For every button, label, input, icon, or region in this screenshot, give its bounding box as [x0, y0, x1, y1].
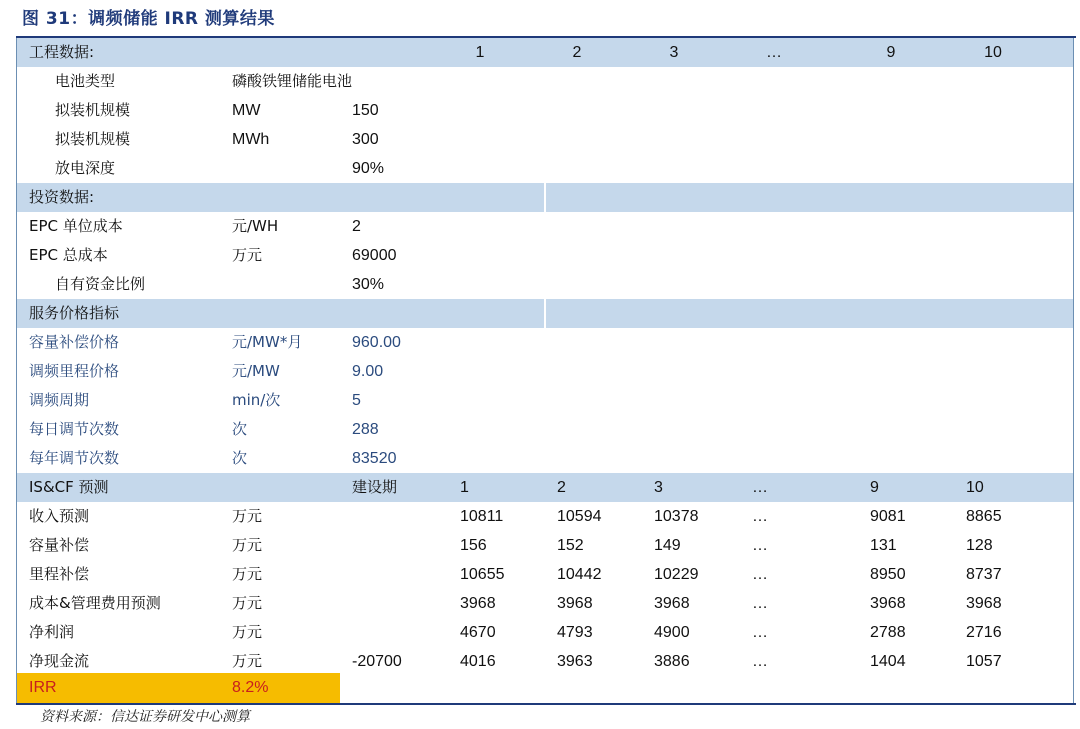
row-unit: 次 [232, 449, 248, 467]
table-row [17, 241, 1073, 270]
year-value: 3968 [557, 595, 593, 612]
row-label: 拟装机规模 [55, 101, 131, 119]
year-col-header: 1 [460, 479, 469, 496]
section-title: 工程数据: [29, 43, 95, 61]
row-value: 960.00 [352, 334, 401, 351]
year-value: 3886 [654, 653, 690, 670]
table-row [17, 270, 1073, 299]
row-label: 容量补偿 [29, 536, 90, 554]
table-row [17, 444, 1073, 473]
year-value: 131 [870, 537, 897, 554]
year-value: 3968 [870, 595, 906, 612]
row-label: 容量补偿价格 [29, 333, 120, 351]
year-col-header: 9 [886, 44, 896, 61]
table-row [17, 560, 1073, 589]
header-split [544, 183, 546, 212]
year-value: 10594 [557, 508, 602, 525]
year-col-header: 3 [654, 479, 663, 496]
year-col-header: 10 [966, 479, 984, 496]
row-value: 150 [352, 102, 379, 119]
year-value: 4670 [460, 624, 496, 641]
figure-title: 图 31：调频储能 IRR 测算结果 [22, 9, 275, 29]
row-unit: 万元 [232, 652, 263, 670]
row-unit: MW [232, 102, 261, 119]
year-value: 10229 [654, 566, 699, 583]
year-value: … [752, 508, 768, 525]
row-label: 放电深度 [55, 159, 116, 177]
year-value: 4900 [654, 624, 690, 641]
year-value: 8950 [870, 566, 906, 583]
row-label: 收入预测 [29, 507, 90, 525]
table-row [17, 531, 1073, 560]
year-value: 128 [966, 537, 993, 554]
section-title: IS&CF 预测 [29, 478, 109, 496]
year-value: … [752, 595, 768, 612]
row-unit: 万元 [232, 623, 263, 641]
year-col-header: 10 [984, 44, 1002, 61]
year-value: 3963 [557, 653, 593, 670]
row-unit: 磷酸铁锂储能电池 [232, 72, 353, 90]
header-split [544, 299, 546, 328]
irr-label: IRR [29, 679, 57, 696]
row-label: 自有资金比例 [55, 275, 146, 293]
year-value: 156 [460, 537, 487, 554]
year-value: … [752, 566, 768, 583]
table-row [17, 154, 1073, 183]
year-value: 10655 [460, 566, 505, 583]
year-value: 4793 [557, 624, 593, 641]
row-value: 5 [352, 392, 361, 409]
row-value: 288 [352, 421, 379, 438]
row-label: 拟装机规模 [55, 130, 131, 148]
row-value: 30% [352, 276, 385, 293]
year-value: … [752, 537, 768, 554]
year-col-header: … [766, 44, 782, 61]
row-label: 净利润 [29, 623, 75, 641]
year-value: 2716 [966, 624, 1002, 641]
section-title: 服务价格指标 [29, 304, 120, 322]
year-col-header: … [752, 479, 768, 496]
row-unit: MWh [232, 131, 270, 148]
row-value: 300 [352, 131, 379, 148]
row-unit: 万元 [232, 536, 263, 554]
row-value: 69000 [352, 247, 397, 264]
section-header-iscf [17, 473, 1073, 502]
year-col-header: 2 [572, 44, 582, 61]
year-value: 8737 [966, 566, 1002, 583]
table-row [17, 618, 1073, 647]
row-unit: 万元 [232, 594, 263, 612]
row-value: 90% [352, 160, 385, 177]
construction-col-header: 建设期 [352, 478, 398, 496]
table-row [17, 502, 1073, 531]
table-row [17, 647, 1073, 676]
bottom-rule [16, 703, 1076, 705]
table-row [17, 212, 1073, 241]
row-label: 调频周期 [29, 391, 90, 409]
year-value: 10378 [654, 508, 699, 525]
row-label: 每日调节次数 [29, 420, 120, 438]
table-row [17, 357, 1073, 386]
row-unit: 元/MW [232, 362, 280, 380]
table-row [17, 96, 1073, 125]
year-value: 3968 [460, 595, 496, 612]
row-label: 电池类型 [55, 72, 116, 90]
table-row [17, 125, 1073, 154]
table-row [17, 328, 1073, 357]
year-value: 1057 [966, 653, 1002, 670]
year-value: 10442 [557, 566, 602, 583]
row-unit: 万元 [232, 565, 263, 583]
row-label: 每年调节次数 [29, 449, 120, 467]
row-label: EPC 总成本 [29, 246, 108, 264]
year-value: 152 [557, 537, 584, 554]
year-col-header: 9 [870, 479, 879, 496]
year-value: 9081 [870, 508, 906, 525]
year-value: 3968 [654, 595, 690, 612]
row-unit: 元/MW*月 [232, 333, 303, 351]
year-col-header: 1 [475, 44, 485, 61]
row-label: 净现金流 [29, 652, 90, 670]
row-label: 调频里程价格 [29, 362, 120, 380]
source-note: 资料来源：信达证券研发中心测算 [40, 709, 250, 725]
year-value: … [752, 624, 768, 641]
year-value: 2788 [870, 624, 906, 641]
row-label: 成本&管理费用预测 [29, 594, 161, 612]
table-row [17, 67, 1073, 96]
row-unit: 万元 [232, 507, 263, 525]
year-value: 8865 [966, 508, 1002, 525]
row-label: 里程补偿 [29, 565, 90, 583]
row-unit: 元/WH [232, 217, 279, 235]
row-value: 83520 [352, 450, 397, 467]
year-col-header: 2 [557, 479, 566, 496]
year-value: … [752, 653, 768, 670]
table-row [17, 415, 1073, 444]
table-row [17, 589, 1073, 618]
section-header-engineering [17, 38, 1073, 67]
irr-value: 8.2% [232, 679, 269, 696]
construction-value: -20700 [352, 653, 402, 670]
row-value: 2 [352, 218, 361, 235]
row-unit: min/次 [232, 391, 281, 409]
year-value: 3968 [966, 595, 1002, 612]
year-value: 149 [654, 537, 681, 554]
row-unit: 次 [232, 420, 248, 438]
year-value: 1404 [870, 653, 906, 670]
irr-highlight [17, 673, 340, 703]
section-header-service [17, 299, 1073, 328]
section-title: 投资数据: [29, 188, 95, 206]
year-value: 4016 [460, 653, 496, 670]
row-unit: 万元 [232, 246, 263, 264]
table-row [17, 386, 1073, 415]
row-value: 9.00 [352, 363, 384, 380]
row-label: EPC 单位成本 [29, 217, 123, 235]
year-value: 10811 [460, 508, 504, 525]
section-header-investment [17, 183, 1073, 212]
year-col-header: 3 [669, 44, 679, 61]
